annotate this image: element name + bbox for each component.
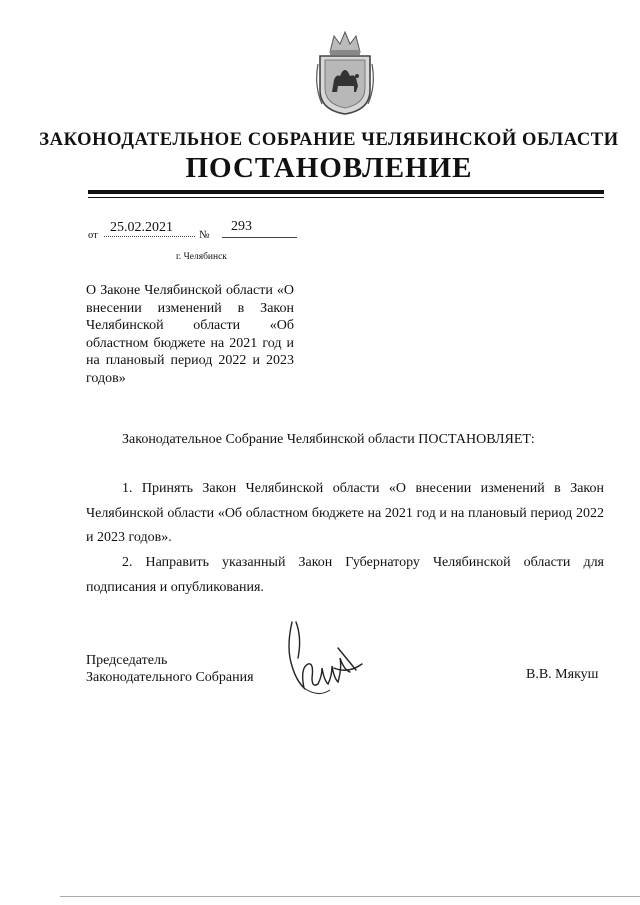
signer-name: В.В. Мякуш [526,667,599,682]
preamble: Законодательное Собрание Челябинской области ПОСТАНОВЛЯЕТ: [122,432,535,447]
document-date: 25.02.2021 [110,220,173,235]
number-underline [222,237,297,238]
organization-name: ЗАКОНОДАТЕЛЬНОЕ СОБРАНИЕ ЧЕЛЯБИНСКОЙ ОБЛАСТИ [39,130,619,150]
document-title: ПОСТАНОВЛЕНИЕ [185,152,473,184]
coat-of-arms-icon [312,30,378,116]
date-underline [104,236,195,237]
resolution-item-1: 1. Принять Закон Челябинской области «О внесении изменений в Закон Челябинской области «Об областном бюджете на 2021 год и на плановый период 2022 и 2023 годов». [86,481,604,545]
number-prefix: № [199,229,210,241]
document-subject: О Законе Челябинской области «О внесении изменений в Закон Челябинской области «Об областном бюджете на 2021 год и на плановый период 2022 и 2023 годов» [86,283,294,386]
page-bottom-edge [60,896,640,897]
date-prefix: от [88,230,98,241]
handwritten-signature [278,618,366,702]
header-divider-thin [88,197,604,198]
city-label: г. Челябинск [176,252,227,262]
header-divider-thick [88,190,604,194]
signer-role-line-2: Законодательного Собрания [86,670,254,685]
signer-role [86,652,254,686]
document-number: 293 [231,219,252,234]
signer-role-line-1: Председатель [86,653,168,668]
resolution-item-2: 2. Направить указанный Закон Губернатору Челябинской области для подписания и опубликования. [86,555,604,595]
